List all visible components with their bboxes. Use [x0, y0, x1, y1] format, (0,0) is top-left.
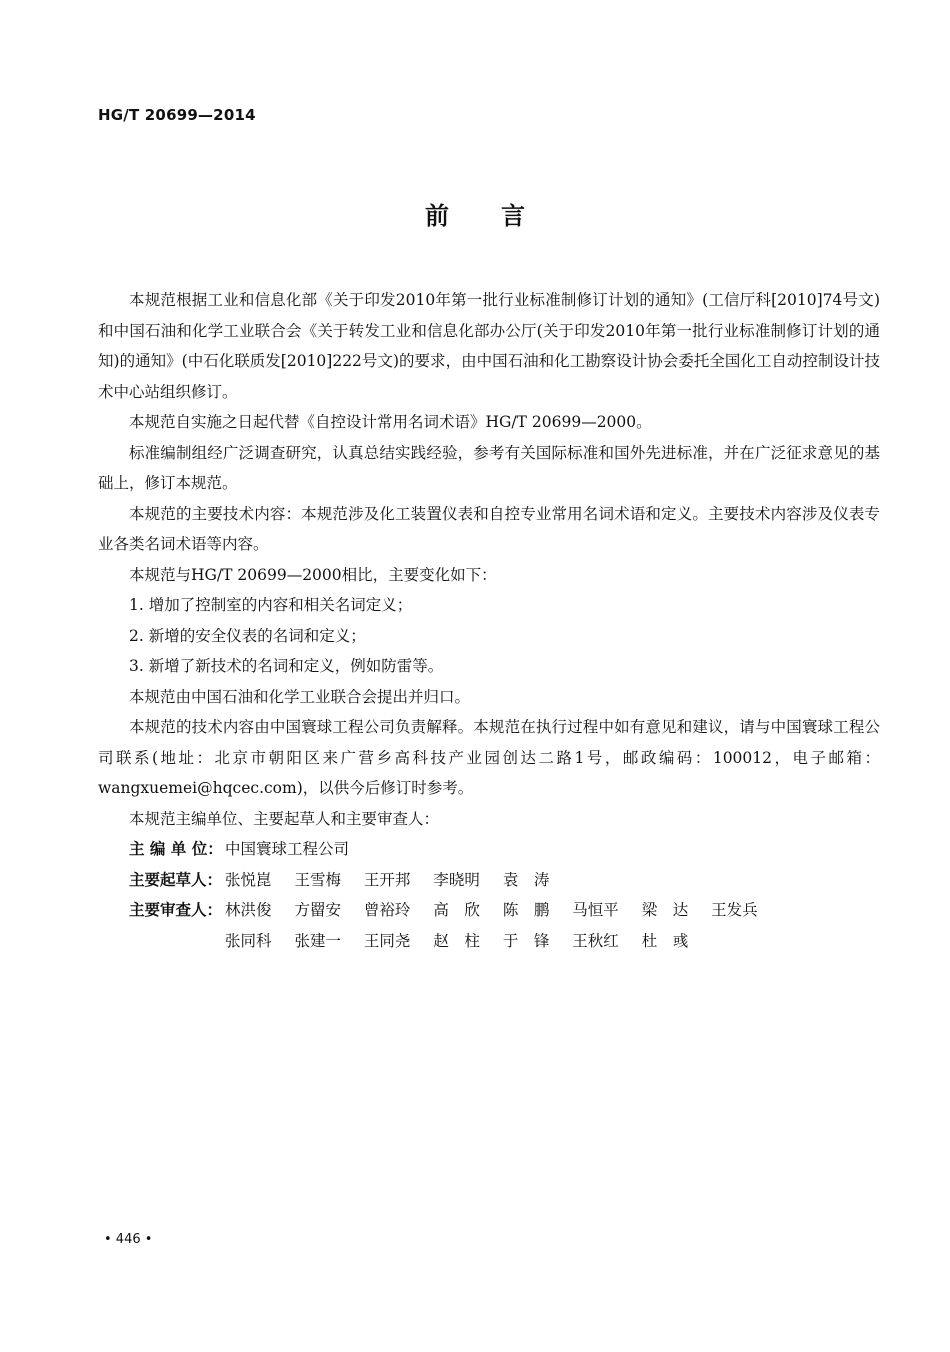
drafter-name: 王开邦 — [363, 870, 411, 889]
reviewers-row — [98, 895, 880, 926]
change-item: 3. 新增了新技术的名词和定义，例如防雷等。 — [129, 657, 444, 675]
drafters-names — [225, 865, 567, 896]
paragraph-main-content: 本规范的主要技术内容：本规范涉及化工装置仪表和自控专业常用名词术语和定义。主要技术内容涉及仪表专业各类名词术语等内容。 — [98, 504, 880, 553]
reviewer-name: 王同尧 — [363, 931, 411, 950]
reviewer-name: 陈 鹏 — [502, 901, 550, 919]
reviewer-name: 张建一 — [294, 931, 341, 950]
reviewer-name: 高 欣 — [433, 901, 480, 919]
drafters-label: 主要起草人： — [129, 870, 223, 889]
drafter-name: 袁 涛 — [502, 870, 550, 889]
reviewer-name: 方罶安 — [294, 901, 341, 919]
reviewer-name: 王发兵 — [711, 901, 758, 919]
page-title: 前言 — [425, 202, 577, 230]
paragraph-research: 标准编制组经广泛调查研究，认真总结实践经验，参考有关国际标准和国外先进标准，并在广泛征求意见的基础上，修订本规范。 — [98, 443, 880, 492]
drafter-name: 李晓明 — [433, 870, 480, 889]
standard-code: HG/T 20699—2014 — [98, 106, 256, 124]
reviewer-name: 杜 彧 — [641, 931, 689, 950]
chief-unit-row — [98, 834, 880, 865]
reviewers-names — [225, 895, 776, 926]
reviewer-name: 于 锋 — [502, 931, 550, 950]
reviewer-name: 张同科 — [225, 931, 272, 950]
reviewer-name: 马恒平 — [572, 901, 619, 919]
paragraph-staff-intro: 本规范主编单位、主要起草人和主要审查人： — [129, 809, 440, 828]
preface-body — [98, 285, 880, 956]
drafters-row — [98, 865, 880, 896]
paragraph-basis: 本规范根据工业和信息化部《关于印发2010年第一批行业标准制修订计划的通知》(工信厅科[2010]74号文)和中国石油和化学工业联合会《关于转发工业和信息化部办公厅(关于印发2010年第一批行业标准制修订计划的通知)的通知》(中石化联质发[2010]222号文)的要求，由中国石油和化工勘察设计协会委托全国化工自动控制设计技术中心站组织修订。 — [98, 291, 880, 401]
reviewer-name: 梁 达 — [641, 901, 689, 919]
chief-unit-label: 主 编 单 位： — [129, 840, 223, 858]
change-item: 1. 增加了控制室的内容和相关名词定义； — [129, 596, 413, 614]
paragraph-contact: 本规范的技术内容由中国寰球工程公司负责解释。本规范在执行过程中如有意见和建议，请与中国寰球工程公司联系(地址：北京市朝阳区来广营乡高科技产业园创达二路1号，邮政编码：100012，电子邮箱：wangxuemei@hqcec.com)，以供今后修订时参考。 — [98, 718, 880, 797]
reviewers-label: 主要审查人： — [129, 901, 223, 919]
paragraph-changes-intro: 本规范与HG/T 20699—2000相比，主要变化如下： — [129, 565, 497, 584]
drafter-name: 张悦崑 — [225, 870, 272, 889]
paragraph-replacement: 本规范自实施之日起代替《自控设计常用名词术语》HG/T 20699—2000。 — [129, 413, 652, 431]
drafter-name: 王雪梅 — [294, 870, 341, 889]
page-number: • 446 • — [104, 1232, 153, 1247]
reviewer-name: 林洪俊 — [225, 901, 272, 919]
chief-unit-value: 中国寰球工程公司 — [225, 840, 350, 858]
reviewer-name: 王秋红 — [572, 931, 619, 950]
change-item: 2. 新增的安全仪表的名词和定义； — [129, 626, 366, 645]
paragraph-proposer: 本规范由中国石油和化学工业联合会提出并归口。 — [129, 687, 471, 706]
reviewers-names — [225, 926, 706, 957]
reviewer-name: 赵 柱 — [433, 931, 480, 950]
reviewers-row-continued — [98, 926, 880, 957]
reviewer-name: 曾裕玲 — [363, 901, 411, 919]
